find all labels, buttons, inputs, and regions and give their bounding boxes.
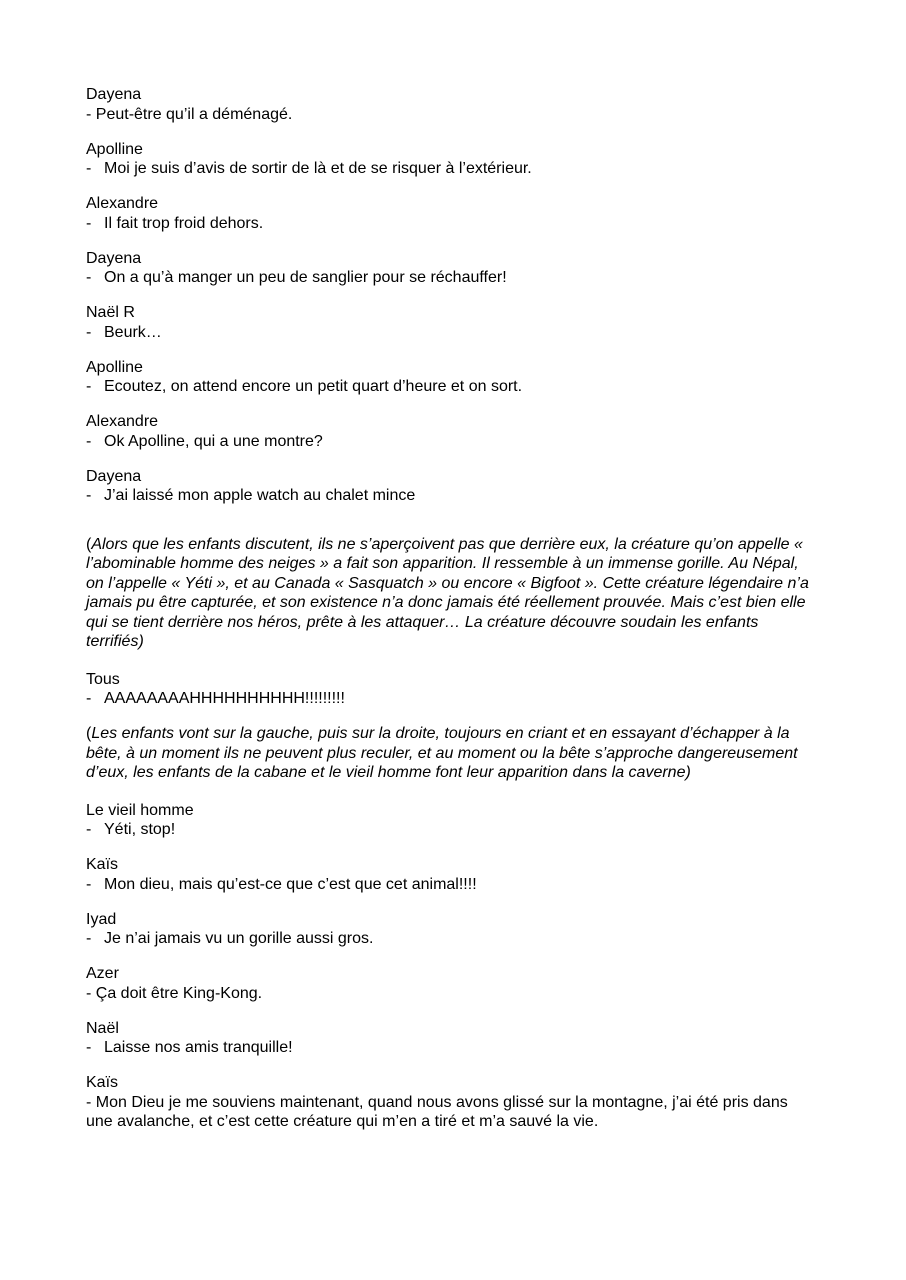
dialogue-entry bbox=[86, 249, 816, 288]
dialogue-entry bbox=[86, 670, 816, 709]
dialogue-entry bbox=[86, 467, 816, 506]
dialogue-line bbox=[86, 875, 816, 895]
dialogue-text: Beurk… bbox=[104, 323, 162, 341]
dialogue-text: Ecoutez, on attend encore un petit quart d’heure et on sort. bbox=[104, 378, 523, 395]
dialogue-text: Il fait trop froid dehors. bbox=[104, 214, 264, 232]
dialogue-line bbox=[86, 929, 816, 949]
dialogue-text: Yéti, stop! bbox=[104, 821, 176, 838]
dialogue-line bbox=[86, 432, 816, 452]
dialogue-text: Moi je suis d’avis de sortir de là et de se risquer à l’extérieur. bbox=[104, 160, 532, 177]
dialogue-dash: - bbox=[86, 214, 92, 232]
dialogue-dash: - bbox=[86, 269, 92, 286]
dialogue-dash: - bbox=[86, 875, 92, 893]
speaker-name: Kaïs bbox=[86, 856, 119, 873]
dialogue-line bbox=[86, 323, 816, 343]
dialogue-dash: - bbox=[86, 323, 92, 341]
dialogue-entry bbox=[86, 964, 816, 1003]
dialogue-entry bbox=[86, 358, 816, 397]
dialogue-entry bbox=[86, 1073, 816, 1132]
stage-open-paren: ( bbox=[86, 535, 92, 553]
dialogue-entry bbox=[86, 140, 816, 179]
dialogue-dash: - bbox=[86, 432, 92, 450]
speaker-name: Apolline bbox=[86, 140, 143, 158]
speaker-name: Azer bbox=[86, 965, 119, 982]
dialogue-dash: - bbox=[86, 378, 92, 395]
dialogue-dash: - bbox=[86, 160, 92, 177]
stage-direction bbox=[86, 724, 816, 783]
dialogue-entry bbox=[86, 85, 816, 124]
dialogue-dash: - bbox=[86, 690, 92, 707]
speaker-name: Alexandre bbox=[86, 195, 159, 212]
speaker-name: Dayena bbox=[86, 249, 142, 267]
speaker-name: Kaïs bbox=[86, 1074, 119, 1091]
dialogue-line bbox=[86, 820, 816, 840]
dialogue-entry bbox=[86, 910, 816, 949]
stage-direction bbox=[86, 535, 816, 652]
dialogue-dash: - bbox=[86, 1039, 92, 1056]
dialogue-entry bbox=[86, 412, 816, 451]
dialogue-line bbox=[86, 268, 816, 288]
dialogue-dash: - bbox=[86, 487, 92, 504]
dialogue-entry bbox=[86, 303, 816, 342]
dialogue-entry bbox=[86, 194, 816, 233]
dialogue-line bbox=[86, 159, 816, 179]
dialogue-line: - Mon Dieu je me souviens maintenant, quand nous avons glissé sur la montagne, j’ai été pris dans une avalanche, et c’est cette créature qui m’en a tiré et m’a sauvé la vie. bbox=[86, 1093, 788, 1130]
dialogue-dash: - bbox=[86, 821, 92, 838]
dialogue-line bbox=[86, 689, 816, 709]
dialogue-entry bbox=[86, 801, 816, 840]
dialogue-line bbox=[86, 377, 816, 397]
stage-direction-text: Les enfants vont sur la gauche, puis sur la droite, toujours en criant et en essayant d’échapper à la bête, à un moment ils ne peuvent plus reculer, et au moment ou la bête s’approche dangereusement d’eux, les enfants de la cabane et le vieil homme font leur apparition dans la caverne) bbox=[86, 725, 798, 781]
dialogue-line bbox=[86, 1038, 816, 1058]
speaker-name: Dayena bbox=[86, 467, 142, 485]
speaker-name: Le vieil homme bbox=[86, 801, 194, 819]
dialogue-text: J’ai laissé mon apple watch au chalet mince bbox=[104, 487, 416, 504]
dialogue-text: Mon dieu, mais qu’est-ce que c’est que cet animal!!!! bbox=[104, 875, 477, 893]
dialogue-text: AAAAAAAAHHHHHHHHHH!!!!!!!!! bbox=[104, 690, 345, 707]
stage-open-paren: ( bbox=[86, 725, 92, 742]
stage-direction-text: Alors que les enfants discutent, ils ne s’aperçoivent pas que derrière eux, la créature qu’on appelle « l’abominable homme des neiges » a fait son apparition. Il ressemble à un immense gorille. Au Népal, on l’appelle « Yéti », et au Canada « Sasquatch » ou encore « Bigfoot ». Cette créature légendaire n’a jamais pu être capturée, et son existence n’a donc jamais été réellement prouvée. Mais c’est bien elle qui se tient derrière nos héros, prête à les attaquer… La créature découvre soudain les enfants terrifiés) bbox=[86, 535, 809, 650]
speaker-name: Tous bbox=[86, 670, 120, 688]
speaker-name: Naël bbox=[86, 1019, 119, 1037]
script-content bbox=[86, 85, 816, 1147]
dialogue-entry bbox=[86, 1019, 816, 1058]
speaker-name: Naël R bbox=[86, 304, 135, 321]
speaker-name: Iyad bbox=[86, 910, 117, 928]
dialogue-line: - Ça doit être King-Kong. bbox=[86, 984, 263, 1002]
dialogue-line bbox=[86, 486, 816, 506]
dialogue-text: Laisse nos amis tranquille! bbox=[104, 1039, 293, 1056]
dialogue-line bbox=[86, 214, 816, 234]
dialogue-text: Ok Apolline, qui a une montre? bbox=[104, 432, 323, 450]
dialogue-dash: - bbox=[86, 930, 92, 947]
speaker-name: Apolline bbox=[86, 358, 143, 376]
speaker-name: Dayena bbox=[86, 86, 142, 103]
dialogue-text: On a qu’à manger un peu de sanglier pour se réchauffer! bbox=[104, 269, 507, 286]
dialogue-entry bbox=[86, 855, 816, 894]
dialogue-line: - Peut-être qu’il a déménagé. bbox=[86, 105, 293, 123]
dialogue-text: Je n’ai jamais vu un gorille aussi gros. bbox=[104, 930, 374, 947]
speaker-name: Alexandre bbox=[86, 413, 159, 430]
